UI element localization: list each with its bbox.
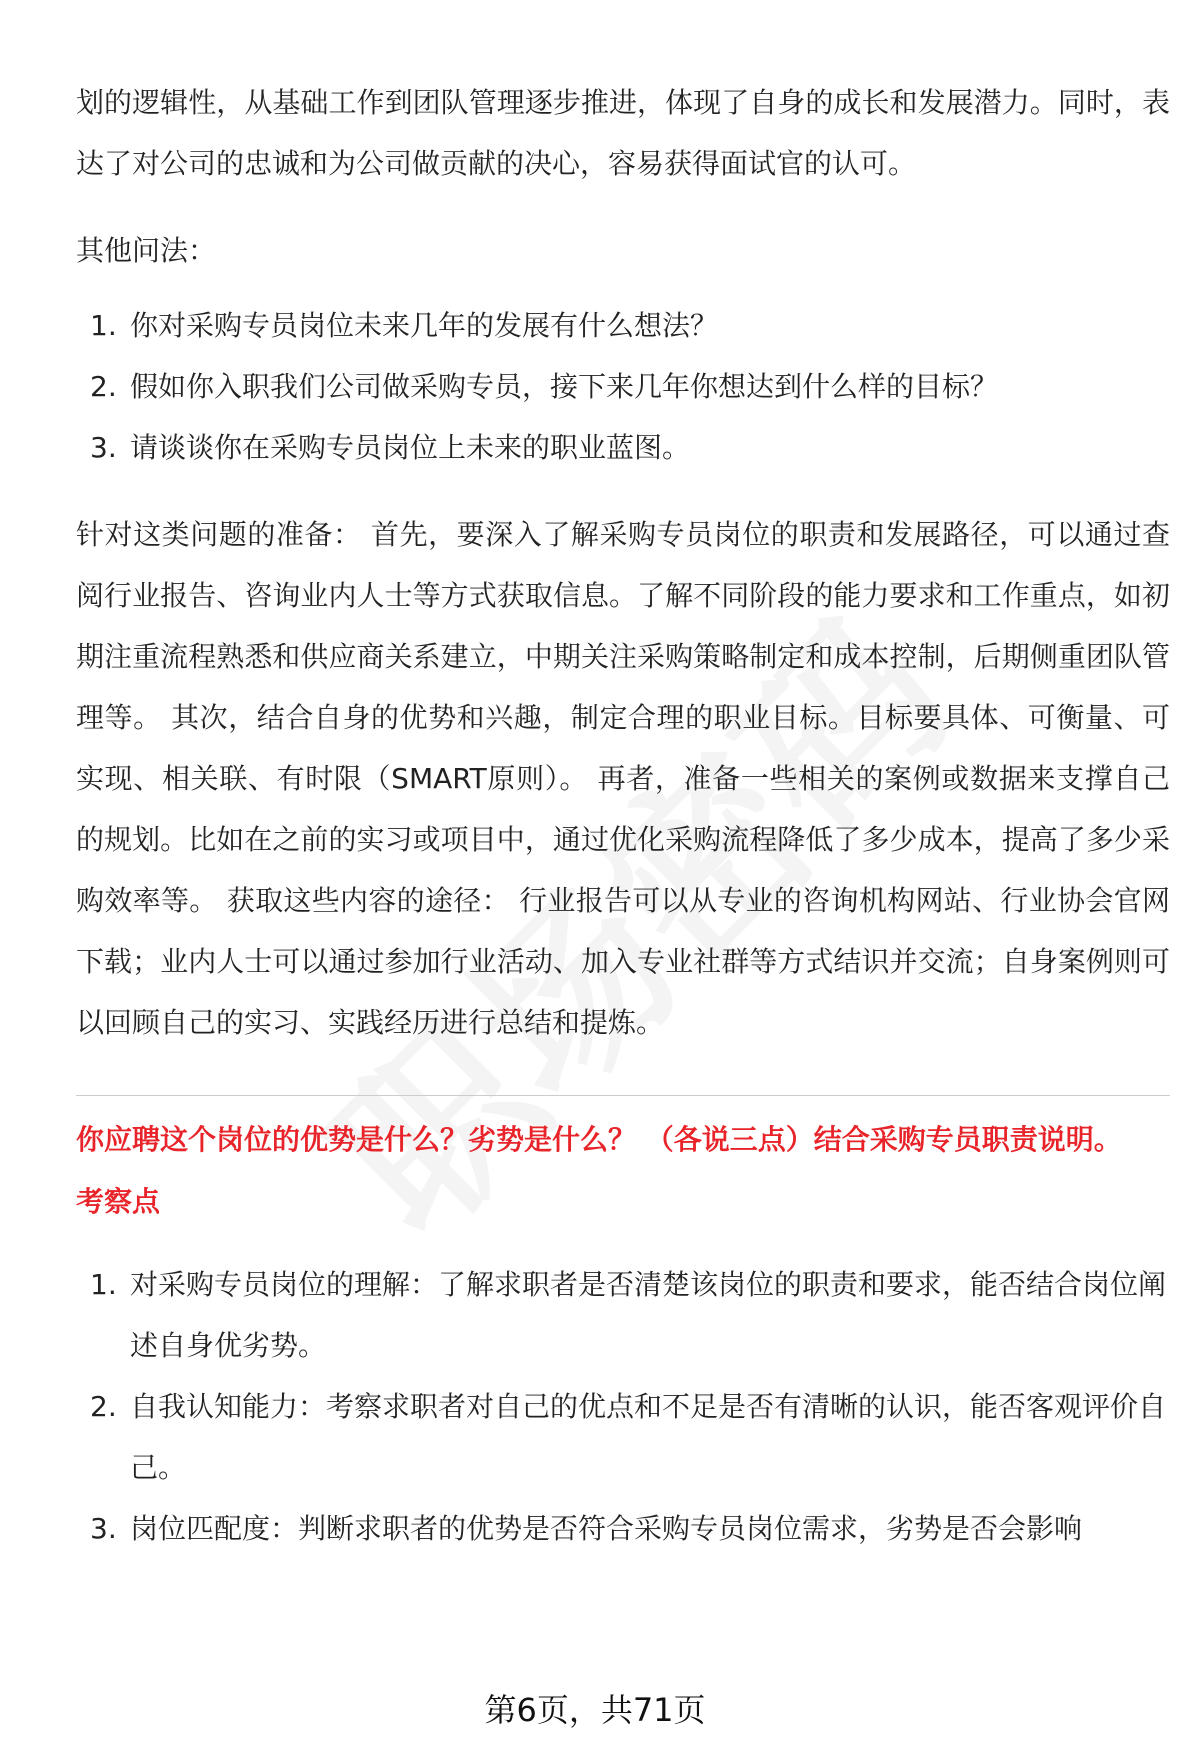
list-number: 2.: [90, 1390, 117, 1423]
list-number: 1.: [90, 1268, 117, 1301]
list-item: [76, 417, 1170, 478]
list-number: 3.: [90, 431, 117, 464]
list-number: 1.: [90, 309, 117, 342]
intro-paragraph: 划的逻辑性，从基础工作到团队管理逐步推进，体现了自身的成长和发展潜力。同时，表达了对公司的忠诚和为公司做贡献的决心，容易获得面试官的认可。: [76, 86, 1170, 180]
list-item-text: 假如你入职我们公司做采购专员，接下来几年你想达到什么样的目标？: [130, 370, 999, 403]
list-item-text: 请谈谈你在采购专员岗位上未来的职业蓝图。: [130, 431, 691, 464]
list-item-text: 岗位匹配度：判断求职者的优势是否符合采购专员岗位需求，劣势是否会影响: [130, 1512, 1083, 1545]
assessment-label: 考察点: [76, 1185, 161, 1218]
list-item: [76, 1254, 1170, 1376]
assessment-list: [76, 1254, 1170, 1559]
page-number-footer: 第6页，共71页: [484, 1691, 706, 1729]
list-item-text: 对采购专员岗位的理解：了解求职者是否清楚该岗位的职责和要求，能否结合岗位阐述自身优劣势。: [130, 1268, 1167, 1362]
list-item: [76, 1376, 1170, 1498]
preparation-paragraph: 针对这类问题的准备： 首先，要深入了解采购专员岗位的职责和发展路径，可以通过查阅行业报告、咨询业内人士等方式获取信息。了解不同阶段的能力要求和工作重点，如初期注重流程熟悉和供应商关系建立，中期关注采购策略制定和成本控制，后期侧重团队管理等。 其次，结合自身的优势和兴趣，制定合理的职业目标。目标要具体、可衡量、可实现、相关联、有时限（SMART原则）。 再者，准备一些相关的案例或数据来支撑自己的规划。比如在之前的实习或项目中，通过优化采购流程降低了多少成本，提高了多少采购效率等。 获取这些内容的途径： 行业报告可以从专业的咨询机构网站、行业协会官网下载；业内人士可以通过参加行业活动、加入专业社群等方式结识并交流；自身案例则可以回顾自己的实习、实践经历进行总结和提炼。: [76, 518, 1170, 1039]
other-questions-list: [76, 295, 1170, 478]
list-item: [76, 295, 1170, 356]
list-item-text: 你对采购专员岗位未来几年的发展有什么想法？: [130, 309, 719, 342]
list-item: [76, 356, 1170, 417]
list-item-text: 自我认知能力：考察求职者对自己的优点和不足是否有清晰的认识，能否客观评价自己。: [130, 1390, 1167, 1484]
question-heading: 你应聘这个岗位的优势是什么？劣势是什么？ （各说三点）结合采购专员职责说明。: [76, 1123, 1122, 1156]
list-number: 2.: [90, 370, 117, 403]
other-questions-label: 其他问法：: [76, 234, 217, 267]
list-number: 3.: [90, 1512, 117, 1545]
list-item: [76, 1498, 1170, 1559]
document-page: [76, 72, 1170, 1559]
